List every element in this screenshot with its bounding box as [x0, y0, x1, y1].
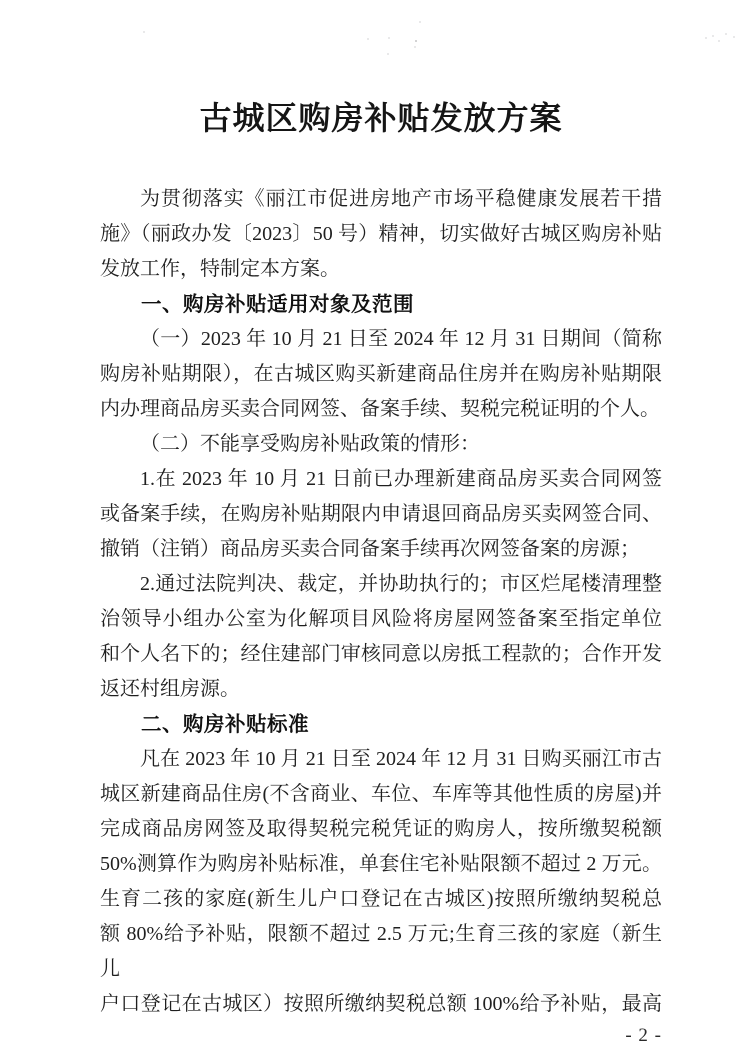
paragraph [100, 427, 662, 462]
text-line: 城区新建商品住房(不含商业、车位、车库等其他性质的房屋)并 [100, 783, 662, 805]
text-line: 或备案手续，在购房补贴期限内申请退回商品房买卖网签合同、 [100, 503, 662, 525]
text-line: 施》（丽政办发〔2023〕50 号）精神，切实做好古城区购房补贴 [100, 223, 662, 245]
text-line: 内办理商品房买卖合同网签、备案手续、契税完税证明的个人。 [100, 398, 660, 420]
paragraph [100, 462, 662, 567]
text-line: 户口登记在古城区）按照所缴纳契税总额 100%给予补贴，最高 [100, 993, 662, 1015]
text-line: 和个人名下的；经住建部门审核同意以房抵工程款的；合作开发 [100, 643, 662, 665]
scan-artifact [712, 35, 714, 37]
scan-artifact [725, 33, 727, 35]
text-line: 1.在 2023 年 10 月 21 日前已办理新建商品房买卖合同网签 [140, 468, 662, 490]
paragraph [100, 567, 662, 707]
document-content [100, 0, 662, 1047]
text-line: 额 80%给予补贴，限额不超过 2.5 万元;生育三孩的家庭（新生儿 [100, 923, 662, 980]
text-line: （一）2023 年 10 月 21 日至 2024 年 12 月 31 日期间（简称 [140, 328, 662, 350]
text-line: 50%测算作为购房补贴标准，单套住宅补贴限额不超过 2 万元。 [100, 853, 662, 875]
scan-artifact [705, 37, 707, 39]
document-body [100, 182, 662, 1022]
text-line: 发放工作，特制定本方案。 [100, 258, 340, 280]
text-line: 生育二孩的家庭(新生儿户口登记在古城区)按照所缴纳契税总 [100, 888, 662, 910]
paragraph [100, 182, 662, 287]
section-heading: 二、购房补贴标准 [141, 713, 309, 736]
text-line: 返还村组房源。 [100, 678, 240, 700]
text-line: 凡在 2023 年 10 月 21 日至 2024 年 12 月 31 日购买丽江市古 [140, 748, 662, 770]
text-line: （二）不能享受购房补贴政策的情形： [140, 433, 480, 455]
text-line: 撤销（注销）商品房买卖合同备案手续再次网签备案的房源； [100, 538, 640, 560]
text-line: 治领导小组办公室为化解项目风险将房屋网签备案至指定单位 [100, 608, 662, 630]
text-line: 购房补贴期限），在古城区购买新建商品住房并在购房补贴期限 [100, 363, 662, 385]
page-number: - 2 - [625, 1025, 662, 1046]
paragraph [100, 742, 662, 1022]
text-line: 为贯彻落实《丽江市促进房地产市场平稳健康发展若干措 [140, 188, 662, 210]
section-heading: 一、购房补贴适用对象及范围 [141, 293, 414, 316]
paragraph [100, 322, 662, 427]
scan-artifact [718, 40, 720, 42]
text-line: 2.通过法院判决、裁定，并协助执行的；市区烂尾楼清理整 [140, 573, 662, 595]
document-title: 古城区购房补贴发放方案 [199, 100, 563, 136]
scan-artifact [733, 36, 735, 38]
text-line: 完成商品房网签及取得契税完税凭证的购房人，按所缴契税额 [100, 818, 662, 840]
